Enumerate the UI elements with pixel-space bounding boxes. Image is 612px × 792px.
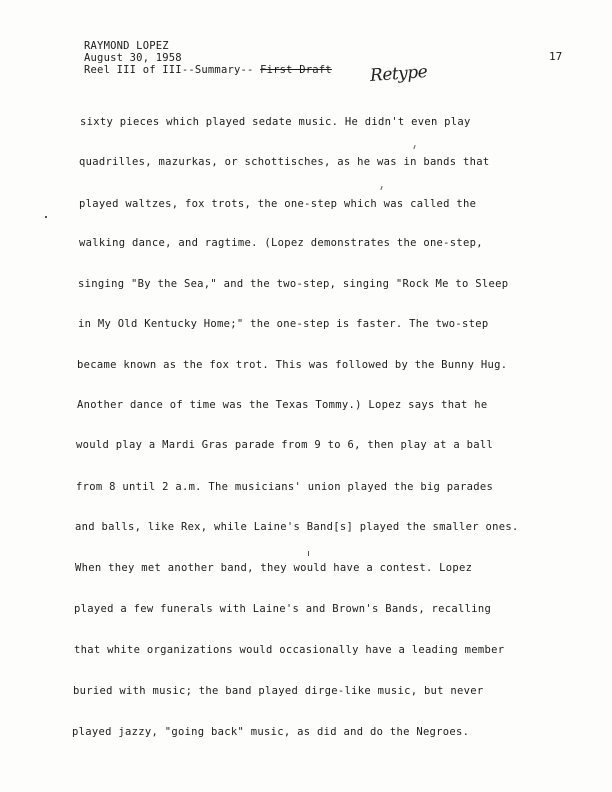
body-line-12: When they met another band, they would have a contest. Lopez	[75, 562, 473, 574]
page-number: 17	[549, 50, 563, 63]
header-date: August 30, 1958	[84, 52, 182, 64]
body-line-11: and balls, like Rex, while Laine's Band[s] played the smaller ones.	[75, 521, 519, 533]
body-line-9: would play a Mardi Gras parade from 9 to 6, then play at a ball	[76, 439, 494, 451]
header-reel-prefix: Reel III of III--Summary--	[84, 64, 254, 76]
handwritten-annotation: Retype	[369, 62, 428, 86]
body-line-1: sixty pieces which played sedate music. He didn't even play	[80, 116, 471, 128]
body-line-16: played jazzy, "going back" music, as did and do the Negroes.	[72, 726, 470, 738]
header-struck-text: First Draft	[260, 64, 332, 76]
body-line-5: singing "By the Sea," and the two-step, singing "Rock Me to Sleep	[78, 278, 509, 290]
body-line-10: from 8 until 2 a.m. The musicians' union played the big parades	[76, 481, 494, 493]
header-name: RAYMOND LOPEZ	[84, 40, 169, 52]
body-line-3: played waltzes, fox trots, the one-step which was called the	[79, 198, 477, 210]
scan-mark	[380, 186, 382, 190]
scan-mark	[413, 145, 415, 149]
scan-mark	[308, 551, 309, 556]
body-line-8: Another dance of time was the Texas Tommy.) Lopez says that he	[77, 399, 488, 411]
body-line-13: played a few funerals with Laine's and Brown's Bands, recalling	[74, 603, 492, 615]
body-line-4: walking dance, and ragtime. (Lopez demonstrates the one-step,	[79, 237, 483, 249]
header-reel-line	[84, 64, 332, 76]
body-line-6: in My Old Kentucky Home;" the one-step is faster. The two-step	[78, 318, 489, 330]
body-line-7: became known as the fox trot. This was followed by the Bunny Hug.	[77, 359, 508, 371]
body-line-14: that white organizations would occasionally have a leading member	[74, 644, 505, 656]
body-line-15: buried with music; the band played dirge-like music, but never	[73, 685, 484, 697]
scan-mark	[45, 216, 47, 218]
body-line-2: quadrilles, mazurkas, or schottisches, as he was in bands that	[79, 156, 490, 168]
